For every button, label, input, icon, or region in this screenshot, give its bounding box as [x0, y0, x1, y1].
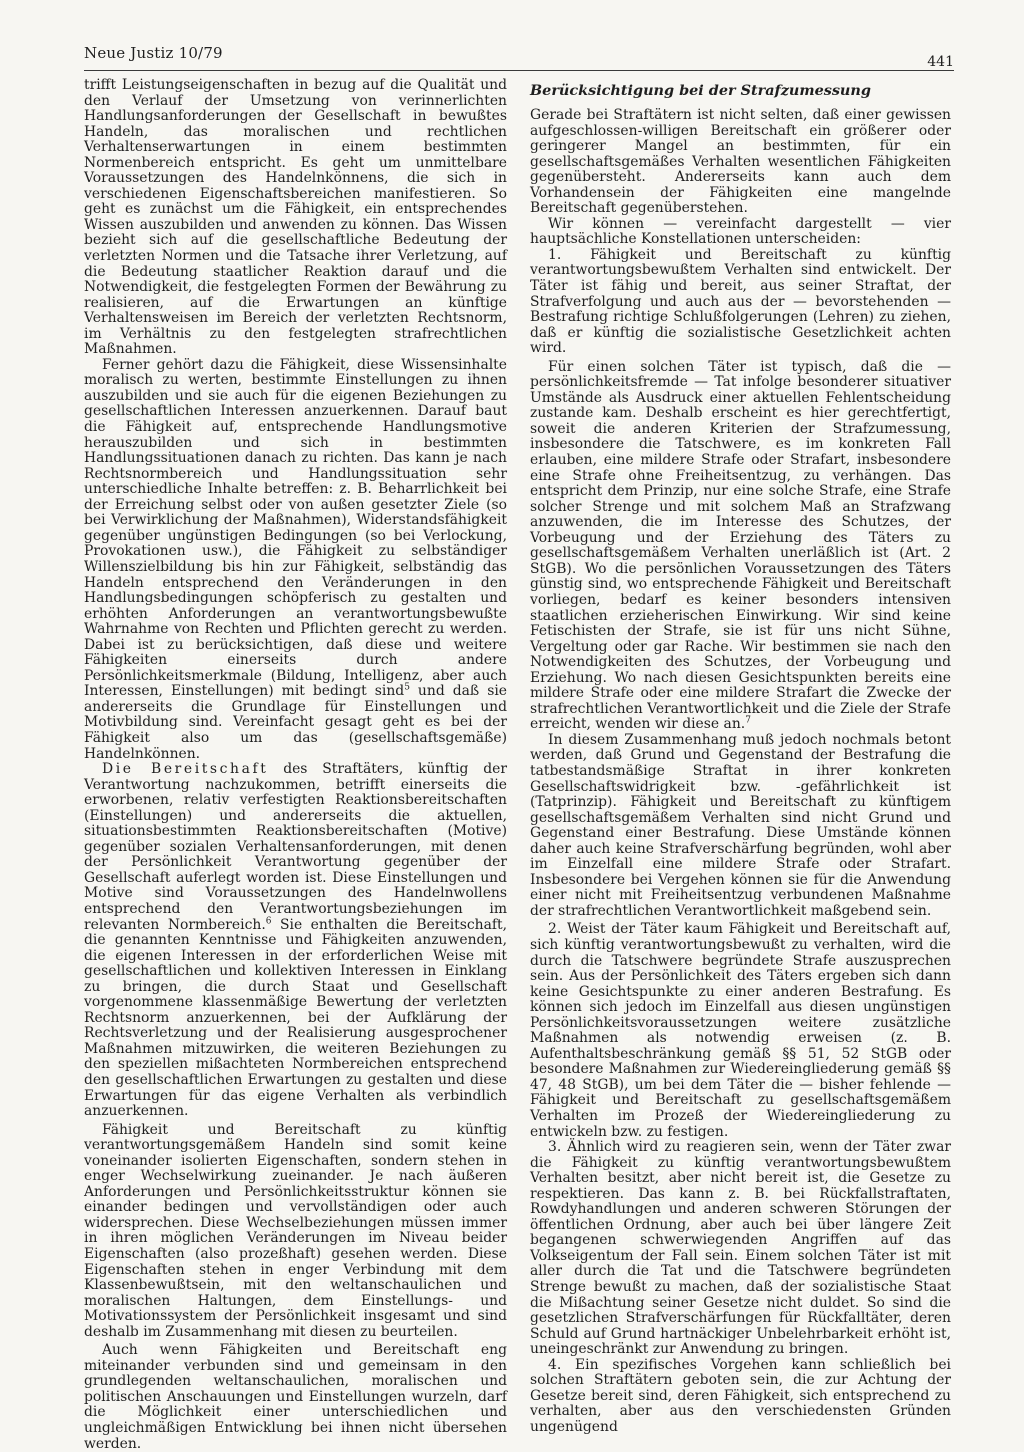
section-heading: Berücksichtigung bei der Strafzumessung [530, 82, 871, 99]
right-column [530, 78, 951, 1435]
numbered-paragraph: 1. Fähigkeit und Bereitschaft zu künftig verantwortungsbewußtem Verhalten sind entwickelt. Der Täter ist fähig und bereit, aus seiner Straftat, der Strafverfolgung und auch aus der — bevorstehenden — Bestrafung richtige Schlußfolgerungen (Lehren) zu ziehen, daß er künftig die sozialistische Gesetzlichkeit achten wird. [530, 246, 951, 357]
footnote-ref: 5 [404, 682, 410, 693]
paragraph: Fähigkeit und Bereitschaft zu künftig verantwortungsgemäßem Handeln sind somit keine voneinander isolierten Eigenschaften, sondern stehen in enger Wechselwirkung zueinander. Je nach äußeren Anforderungen und Persönlichkeitsstruktur können sie einander bedingen und vervollständigen oder auch widersprechen. Diese Wechselbeziehungen müssen immer in ihren möglichen Veränderungen im Niveau beider Eigenschaften (also prozeßhaft) gesehen werden. Diese Eigenschaften stehen in enger Verbindung mit dem Klassenbewußtsein, mit den weltanschaulichen und moralischen Haltungen, dem Einstellungs- und Motivationssystem der Persönlichkeit insgesamt und sind deshalb im Zusammenhang mit diesen zu beurteilen. [84, 1121, 507, 1340]
paragraph: Die Bereitschaft des Straftäters, künftig der Verantwortung nachzukommen, betrifft einerseits die erworbenen, relativ verfestigten Reaktionsbereitschaften (Einstellungen) und andererseits die aktuellen, situationsbestimmten Reaktionsbereitschaften (Motive) gegenüber sozialen Verhaltensanforderungen, mit denen der Persönlichkeit Verantwortung gegenüber der Gesellschaft auferlegt worden ist. Diese Einstellungen und Motive sind Voraussetzungen des Handelnwollens entsprechend den Verantwortungsbeziehungen im relevanten Normbereich.$^6$ Sie enthalten die Bereitschaft, die genannten Kenntnisse und Fähigkeiten anzuwenden, die eigenen Interessen in der erforderlichen Weise mit gesellschaftlichen und kollektiven Interessen in Einklang zu bringen, die durch Staat und Gesellschaft vorgenommene klassenmäßige Bewertung der verletzten Rechtsnorm anzuerkennen, bei der Aufklärung der Rechtsverletzung und der Realisierung ausgesprochener Maßnahmen mitzuwirken, die weiteren Beziehungen zu den speziellen mißachteten Normbereichen entsprechend den gesellschaftlichen Erwartungen zu gestalten und diese Erwartungen für das eigene Verhalten als verbindlich anzuerkennen. [84, 761, 507, 1120]
left-column [84, 78, 507, 1452]
paragraph: Wir können — vereinfacht dargestellt — vier hauptsächliche Konstellationen unterscheiden: [530, 215, 951, 248]
paragraph: Ferner gehört dazu die Fähigkeit, diese Wissensinhalte moralisch zu werten, bestimmte Einstellungen zu ihnen auszubilden und sie auch für die eigenen Beziehungen zu gesellschaftlichen Interessen anzuerkennen. Darauf baut die Fähigkeit auf, entsprechende Handlungsmotive herauszubilden und sich in bestimmten Handlungssituationen danach zu richten. Das kann je nach Rechtsnormbereich und Handlungssituation sehr unterschiedliche Inhalte betreffen: z. B. Beharrlichkeit bei der Erreichung selbst oder von außen gesetzter Ziele (so bei Verwirklichung der Maßnahmen), Widerstandsfähigkeit gegenüber ungünstigen Bedingungen (so bei Verlockung, Provokationen usw.), die Fähigkeit zu selbständiger Willenszielbildung bis hin zur Fähigkeit, selbständig das Handeln entsprechend den Veränderungen in den Handlungsbedingungen schöpferisch zu gestalten und erhöhten Anforderungen an verantwortungsbewußte Wahrnahme von Rechten und Pflichten gerecht zu werden. Dabei ist zu berücksichtigen, daß diese und weitere Fähigkeiten einerseits durch andere Persönlichkeitsmerkmale (Bildung, Intelligenz, aber auch Interessen, Einstellungen) mit bedingt sind$^5$ und daß sie andererseits die Grundlage für Einstellungen und Motivbildung sind. Vereinfacht gesagt geht es bei der Fähigkeit also um das (gesellschaftsgemäße) Handelnkönnen. [84, 356, 507, 762]
footnote-ref: 6 [265, 915, 272, 926]
paragraph: Gerade bei Straftätern ist nicht selten, daß einer gewissen aufgeschlossen-willigen Bereitschaft ein größerer oder geringerer Mangel an bestimmten, für ein gesellschaftsgemäßes Verhalten wesentlichen Fähigkeiten gegenübersteht. Andererseits kann auch dem Vorhandensein der Fähigkeiten eine mangelnde Bereitschaft gegenüberstehen. [530, 107, 951, 217]
running-head [84, 40, 954, 71]
numbered-paragraph: 4. Ein spezifisches Vorgehen kann schließlich bei solchen Straftätern geboten sein, die zur Achtung der Gesetze bereit sind, deren Fähigkeit, sich entsprechend zu verhalten, aber aus den verschiedensten Gründen ungenügend [530, 1356, 951, 1435]
footnote-ref: 7 [745, 715, 751, 726]
paragraph: In diesem Zusammenhang muß jedoch nochmals betont werden, daß Grund und Gegenstand der Bestrafung die tatbestandsmäßige Straftat in ihrer konkreten Gesellschaftswidrigkeit bzw. -gefährlichkeit ist (Tatprinzip). Fähigkeit und Bereitschaft zu künftigem gesellschaftsgemäßem Verhalten sind nicht Grund und Gegenstand einer Bestrafung. Diese Umstände können daher auch keine Strafverschärfung begründen, wohl aber im Einzelfall eine mildere Strafe oder Strafart. Insbesondere bei Vergehen können sie für die Anwendung einer nicht mit Freiheitsentzug verbundenen Maßnahme der strafrechtlichen Verantwortlichkeit maßgebend sein. [530, 731, 951, 919]
paragraph: trifft Leistungseigenschaften in bezug auf die Qualität und den Verlauf der Umsetzung von verinnerlichten Handlungsanforderungen der Gesellschaft in bewußtes Handeln, das moralischen und rechtlichen Verhaltenserwartungen in einem bestimmten Normenbereich entspricht. Es geht um unmittelbare Voraussetzungen des Handelnkönnens, die sich in verschiedenen Eigenschaftsbereichen manifestieren. So geht es zunächst um die Fähigkeit, ein entsprechendes Wissen auszubilden und anwenden zu können. Das Wissen bezieht sich auf die gesellschaftliche Bedeutung der verletzten Normen und die Tatsache ihrer Verletzung, auf die Bedeutung staatlicher Reaktion darauf und die Notwendigkeit, die festgelegten Formen der Bewährung zu realisieren, auf die Erwartungen an künftige Verhaltensweisen im Bereich der verletzten Rechtsnorm, im Verhältnis zu den festgelegten strafrechtlichen Maßnahmen. [84, 77, 507, 358]
paragraph: Auch wenn Fähigkeiten und Bereitschaft eng miteinander verbunden sind und gemeinsam in den grundlegenden weltanschaulichen, moralischen und politischen Anschauungen und Einstellungen wurzeln, darf die Möglichkeit einer unterschiedlichen und ungleichmäßigen Entwicklung bei ihnen nicht übersehen werden. [84, 1342, 507, 1452]
journal-title: Neue Justiz 10/79 [84, 44, 223, 62]
numbered-paragraph: 3. Ähnlich wird zu reagieren sein, wenn der Täter zwar die Fähigkeit zu künftig verantwortungsbewußtem Verhalten besitzt, aber nicht bereit ist, die Gesetze zu respektieren. Das kann z. B. bei Rückfallstraftaten, Rowdyhandlungen und anderen schweren Störungen der öffentlichen Ordnung, aber auch bei über längere Zeit begangenen schwerwiegenden Angriffen auf das Volkseigentum der Fall sein. Einem solchen Täter ist mit aller durch die Tat und die Tatschwere begründeten Strenge bewußt zu machen, daß der sozialistische Staat die Mißachtung seiner Gesetze nicht duldet. So sind die gesetzlichen Strafverschärfungen für Rückfalltäter, deren Schuld auf Grund hartnäckiger Unbelehrbarkeit erhöht ist, uneingeschränkt zur Anwendung zu bringen. [530, 1139, 951, 1358]
paragraph: Für einen solchen Täter ist typisch, daß die — persönlichkeitsfremde — Tat infolge besonderer situativer Umstände als Ausdruck einer aktuellen Fehlentscheidung zustande kam. Deshalb erscheint es hier gerechtfertigt, soweit die anderen Kriterien der Strafzumessung, insbesondere die Tatschwere, es im konkreten Fall erlauben, eine mildere Strafe oder Strafart, insbesondere eine Strafe ohne Freiheitsentzug, zu verhängen. Das entspricht dem Prinzip, nur eine solche Strafe, eine Strafe solcher Strenge und mit solchem Maß an Strafzwang anzuwenden, die im Interesse des Schutzes, der Vorbeugung und der Erziehung des Täters zu gesellschaftsgemäßem Verhalten unerläßlich ist (Art. 2 StGB). Wo die persönlichen Voraussetzungen des Täters günstig sind, wo entsprechende Fähigkeit und Bereitschaft vorliegen, bedarf es keiner besonders intensiven staatlichen erzieherischen Einwirkung. Wir sind keine Fetischisten der Strafe, sie ist für uns nicht Sühne, Vergeltung oder gar Rache. Wir bestimmen sie nach den Notwendigkeiten des Schutzes, der Vorbeugung und Erziehung. Wo nach diesen Gesichtspunkten bereits eine mildere Strafe oder eine mildere Strafart die Zwecke der strafrechtlichen Verantwortlichkeit und die Ziele der Strafe erreicht, wenden wir diese an.$^7$ [530, 358, 951, 733]
page-number: 441 [927, 54, 954, 70]
numbered-paragraph: 2. Weist der Täter kaum Fähigkeit und Bereitschaft auf, sich künftig verantwortungsbewußt zu verhalten, wird die durch die Tatschwere begründete Strafe auszusprechen sein. Aus der Persönlichkeit des Täters ergeben sich dann keine Gesichtspunkte zu einer anderen Bestrafung. Es können sich jedoch im Einzelfall aus diesen ungünstigen Persönlichkeitsvoraussetzungen weitere zusätzliche Maßnahmen als notwendig erweisen (z. B. Aufenthaltsbeschränkung gemäß §§ 51, 52 StGB oder besondere Maßnahmen zur Wiedereingliederung gemäß §§ 47, 48 StGB), um bei dem Täter die — bisher fehlende — Fähigkeit und Bereitschaft zu gesellschaftsgemäßem Verhalten im Prozeß der Wiedereingliederung zu entwickeln bzw. zu festigen. [530, 921, 951, 1140]
emphasized-term: Die Bereitschaft [102, 761, 269, 778]
